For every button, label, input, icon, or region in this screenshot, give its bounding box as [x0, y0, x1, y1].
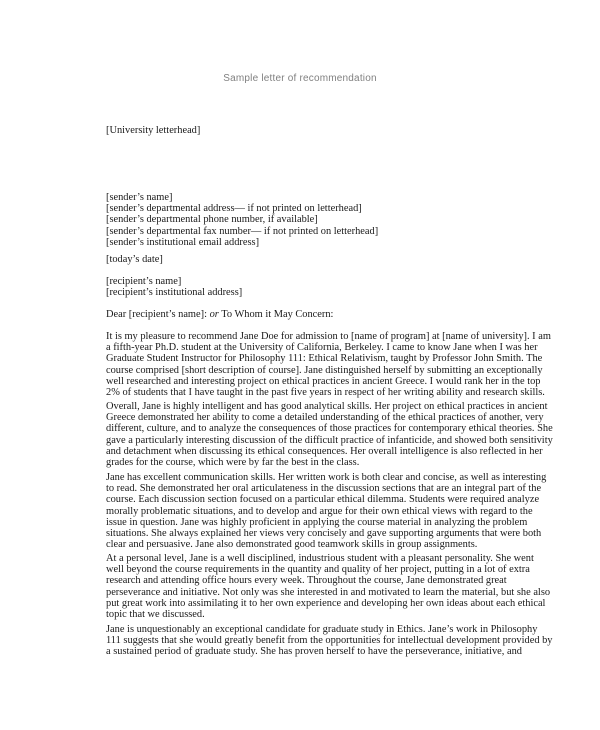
- paragraph-line: course. Each discussion section focused on a particular ethical dilemma. Students were required analyze: [106, 494, 540, 506]
- salutation: [106, 309, 506, 320]
- date-placeholder: [today’s date]: [106, 254, 163, 265]
- paragraph-line: morally problematic situations, and to develop and argue for their own ethical views with regard to the: [106, 505, 533, 517]
- sender-line: [sender’s departmental fax number— if not printed on letterhead]: [106, 225, 379, 237]
- paragraph-line: gave a particularly interesting discussion of the difficult practice of infanticide, and showed both sensitivity: [106, 434, 553, 446]
- paragraph-line: well researched and interesting project on ethical practices in ancient Greece. I would rank her in the top: [106, 375, 541, 387]
- letterhead-placeholder: [University letterhead]: [106, 125, 201, 136]
- recipient-block: [106, 276, 506, 298]
- paragraph-line: a sustained period of graduate study. She has proven herself to have the perseverance, initiative, and: [106, 646, 522, 658]
- paragraph-line: course comprised [short description of course]. Jane distinguished herself by submitting an exceptionally: [106, 364, 543, 376]
- salutation-suffix: To Whom it May Concern:: [218, 309, 334, 320]
- paragraph-line: Graduate Student Instructor for Philosophy 111: Ethical Relativism, taught by Professor John Smith. The: [106, 353, 543, 365]
- paragraph-line: Greece demonstrated her ability to come a detailed understanding of the ethical practices of another, very: [106, 412, 544, 424]
- recipient-line: [recipient’s institutional address]: [106, 287, 243, 299]
- sender-line: [sender’s departmental phone number, if available]: [106, 214, 318, 226]
- sender-line: [sender’s institutional email address]: [106, 236, 260, 248]
- paragraph-communication: [106, 472, 547, 551]
- document-title: Sample letter of recommendation: [223, 73, 377, 84]
- paragraph-line: topic that we discussed.: [106, 609, 205, 621]
- paragraph-line: different, culture, and to analyze the consequences of those practices for contemporary ethical theories. She: [106, 423, 553, 435]
- paragraph-line: and detachment when discussing its ethical consequences. Her overall intelligence is also reflected in her: [106, 445, 543, 457]
- paragraph-line: 111 suggests that she would greatly benefit from the opportunities for intellectual development provided by: [106, 635, 553, 647]
- paragraph-line: situations. She always explained her views very concisely and gave supporting arguments that were both: [106, 528, 542, 540]
- paragraph-line: Jane has excellent communication skills. Her written work is both clear and concise, as well as interesting: [106, 472, 547, 483]
- paragraph-line: Jane is unquestionably an exceptional candidate for graduate study in Ethics. Jane’s work in Philosophy: [106, 624, 538, 635]
- paragraph-personal: [106, 553, 551, 621]
- paragraph-introduction: [106, 331, 551, 399]
- sender-line: [sender’s departmental address— if not printed on letterhead]: [106, 203, 362, 215]
- paragraph-line: a fifth-year Ph.D. student at the University of California, Berkeley. I came to know Jane when I was her: [106, 342, 538, 354]
- salutation-prefix: Dear [recipient’s name]:: [106, 309, 210, 320]
- paragraph-line: grades for the course, which were by far the best in the class.: [106, 457, 360, 469]
- salutation-or: or: [209, 309, 219, 320]
- paragraph-line: At a personal level, Jane is a well disciplined, industrious student with a pleasant personality. She went: [106, 553, 534, 564]
- paragraph-line: research and attending office hours every week. Throughout the course, Jane demonstrated great: [106, 575, 507, 587]
- recipient-line: [recipient’s name]: [106, 276, 182, 287]
- paragraph-line: put great work into assimilating it to her own experience and developing her own ideas about each ethical: [106, 597, 546, 609]
- paragraph-line: It is my pleasure to recommend Jane Doe for admission to [name of program] at [name of university]. I am: [106, 331, 551, 342]
- sender-line: [sender’s name]: [106, 192, 173, 203]
- paragraph-intelligence: [106, 401, 553, 469]
- paragraph-line: 2% of students that I have taught in the past five years in respect of her writing ability and research skills.: [106, 387, 545, 399]
- paragraph-conclusion: [106, 624, 553, 658]
- paragraph-line: issue in question. Jane was highly proficient in applying the course material in analyzing the problem: [106, 516, 528, 528]
- paragraph-line: well beyond the course requirements in the quantity and quality of her project, putting in a lot of extra: [106, 564, 530, 576]
- paragraph-line: clear and persuasive. Jane also demonstrated good teamwork skills in group assignments.: [106, 539, 478, 551]
- sender-block: [106, 192, 506, 248]
- paragraph-line: Overall, Jane is highly intelligent and has good analytical skills. Her project on ethical practices in ancient: [106, 401, 548, 412]
- paragraph-line: perseverance and initiative. Not only was she interested in and motivated to learn the material, but she also: [106, 586, 551, 598]
- paragraph-line: to read. She demonstrated her oral articulateness in the discussion sections that are an integral part of the: [106, 483, 542, 495]
